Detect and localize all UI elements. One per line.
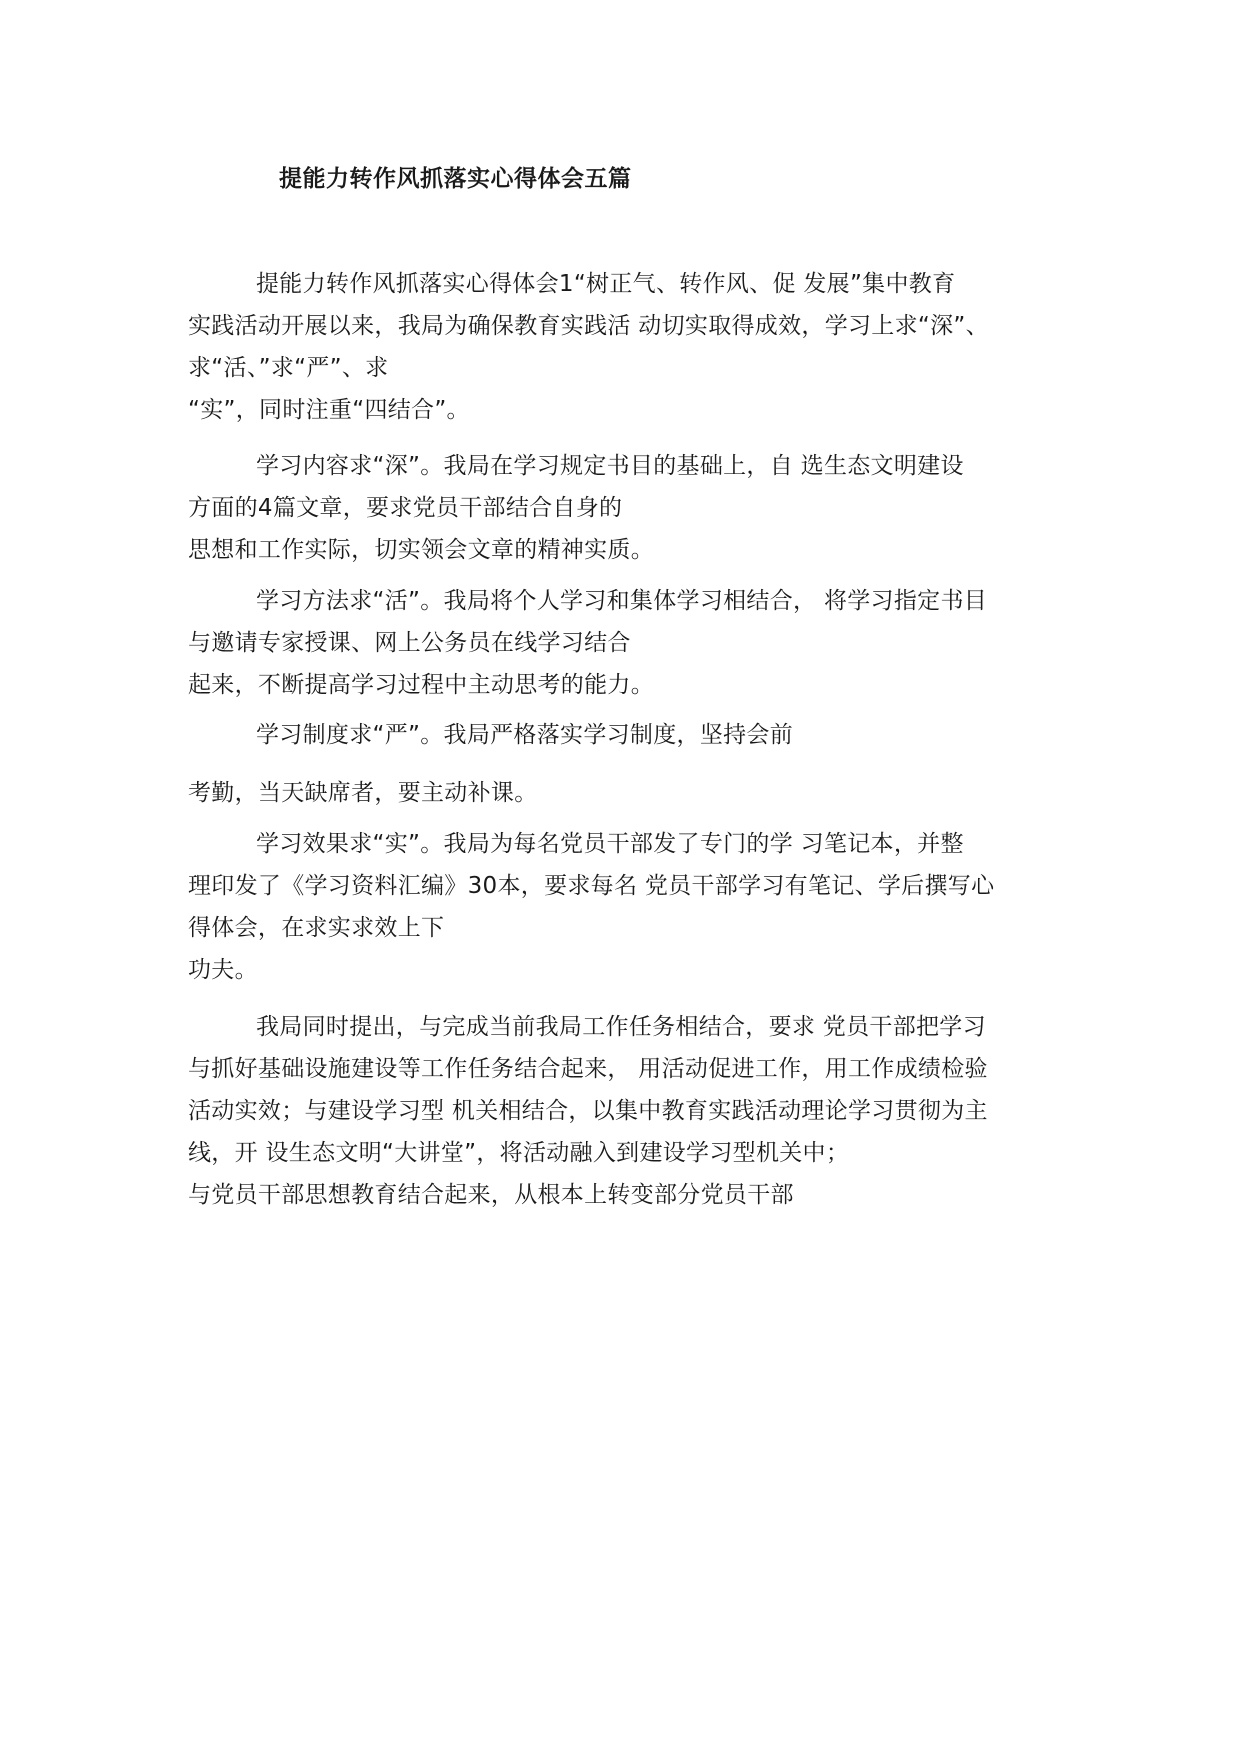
text-line: 方面的4篇文章，要求党员干部结合自身的 (188, 495, 623, 521)
text-line: 学习制度求“严”。我局严格落实学习制度，坚持会前 (256, 722, 794, 748)
text-line: 学习方法求“活”。我局将个人学习和集体学习相结合， 将学习指定书目 (256, 588, 988, 614)
text-line: 功夫。 (188, 957, 258, 983)
text-line: “实”，同时注重“四结合”。 (188, 397, 470, 423)
text-line: 得体会，在求实求效上下 (188, 915, 445, 941)
text-line: 求“活、”求“严”、求 (188, 355, 389, 381)
text-line: 线，开 设生态文明“大讲堂”，将活动融入到建设学习型机关中； (188, 1140, 850, 1166)
text-line: 活动实效；与建设学习型 机关相结合，以集中教育实践活动理论学习贯彻为主 (188, 1098, 988, 1124)
text-line: 起来，不断提高学习过程中主动思考的能力。 (188, 672, 654, 698)
document-title: 提能力转作风抓落实心得体会五篇 (279, 166, 632, 192)
text-line: 与邀请专家授课、网上公务员在线学习结合 (188, 630, 631, 656)
text-line: 与抓好基础设施建设等工作任务结合起来， 用活动促进工作，用工作成绩检验 (188, 1056, 988, 1082)
text-line: 思想和工作实际，切实领会文章的精神实质。 (188, 537, 654, 563)
text-line: 与党员干部思想教育结合起来，从根本上转变部分党员干部 (188, 1182, 794, 1208)
text-line: 理印发了《学习资料汇编》30本，要求每名 党员干部学习有笔记、学后撰写心 (188, 873, 995, 899)
text-line: 学习内容求“深”。我局在学习规定书目的基础上，自 选生态文明建设 (256, 453, 964, 479)
text-line: 学习效果求“实”。我局为每名党员干部发了专门的学 习笔记本，并整 (256, 831, 964, 857)
text-line: 考勤，当天缺席者，要主动补课。 (188, 780, 538, 806)
text-line: 提能力转作风抓落实心得体会1“树正气、转作风、促 发展”集中教育 (256, 271, 956, 297)
text-line: 我局同时提出，与完成当前我局工作任务相结合，要求 党员干部把学习 (256, 1014, 986, 1040)
text-line: 实践活动开展以来，我局为确保教育实践活 动切实取得成效，学习上求“深”、 (188, 313, 989, 339)
